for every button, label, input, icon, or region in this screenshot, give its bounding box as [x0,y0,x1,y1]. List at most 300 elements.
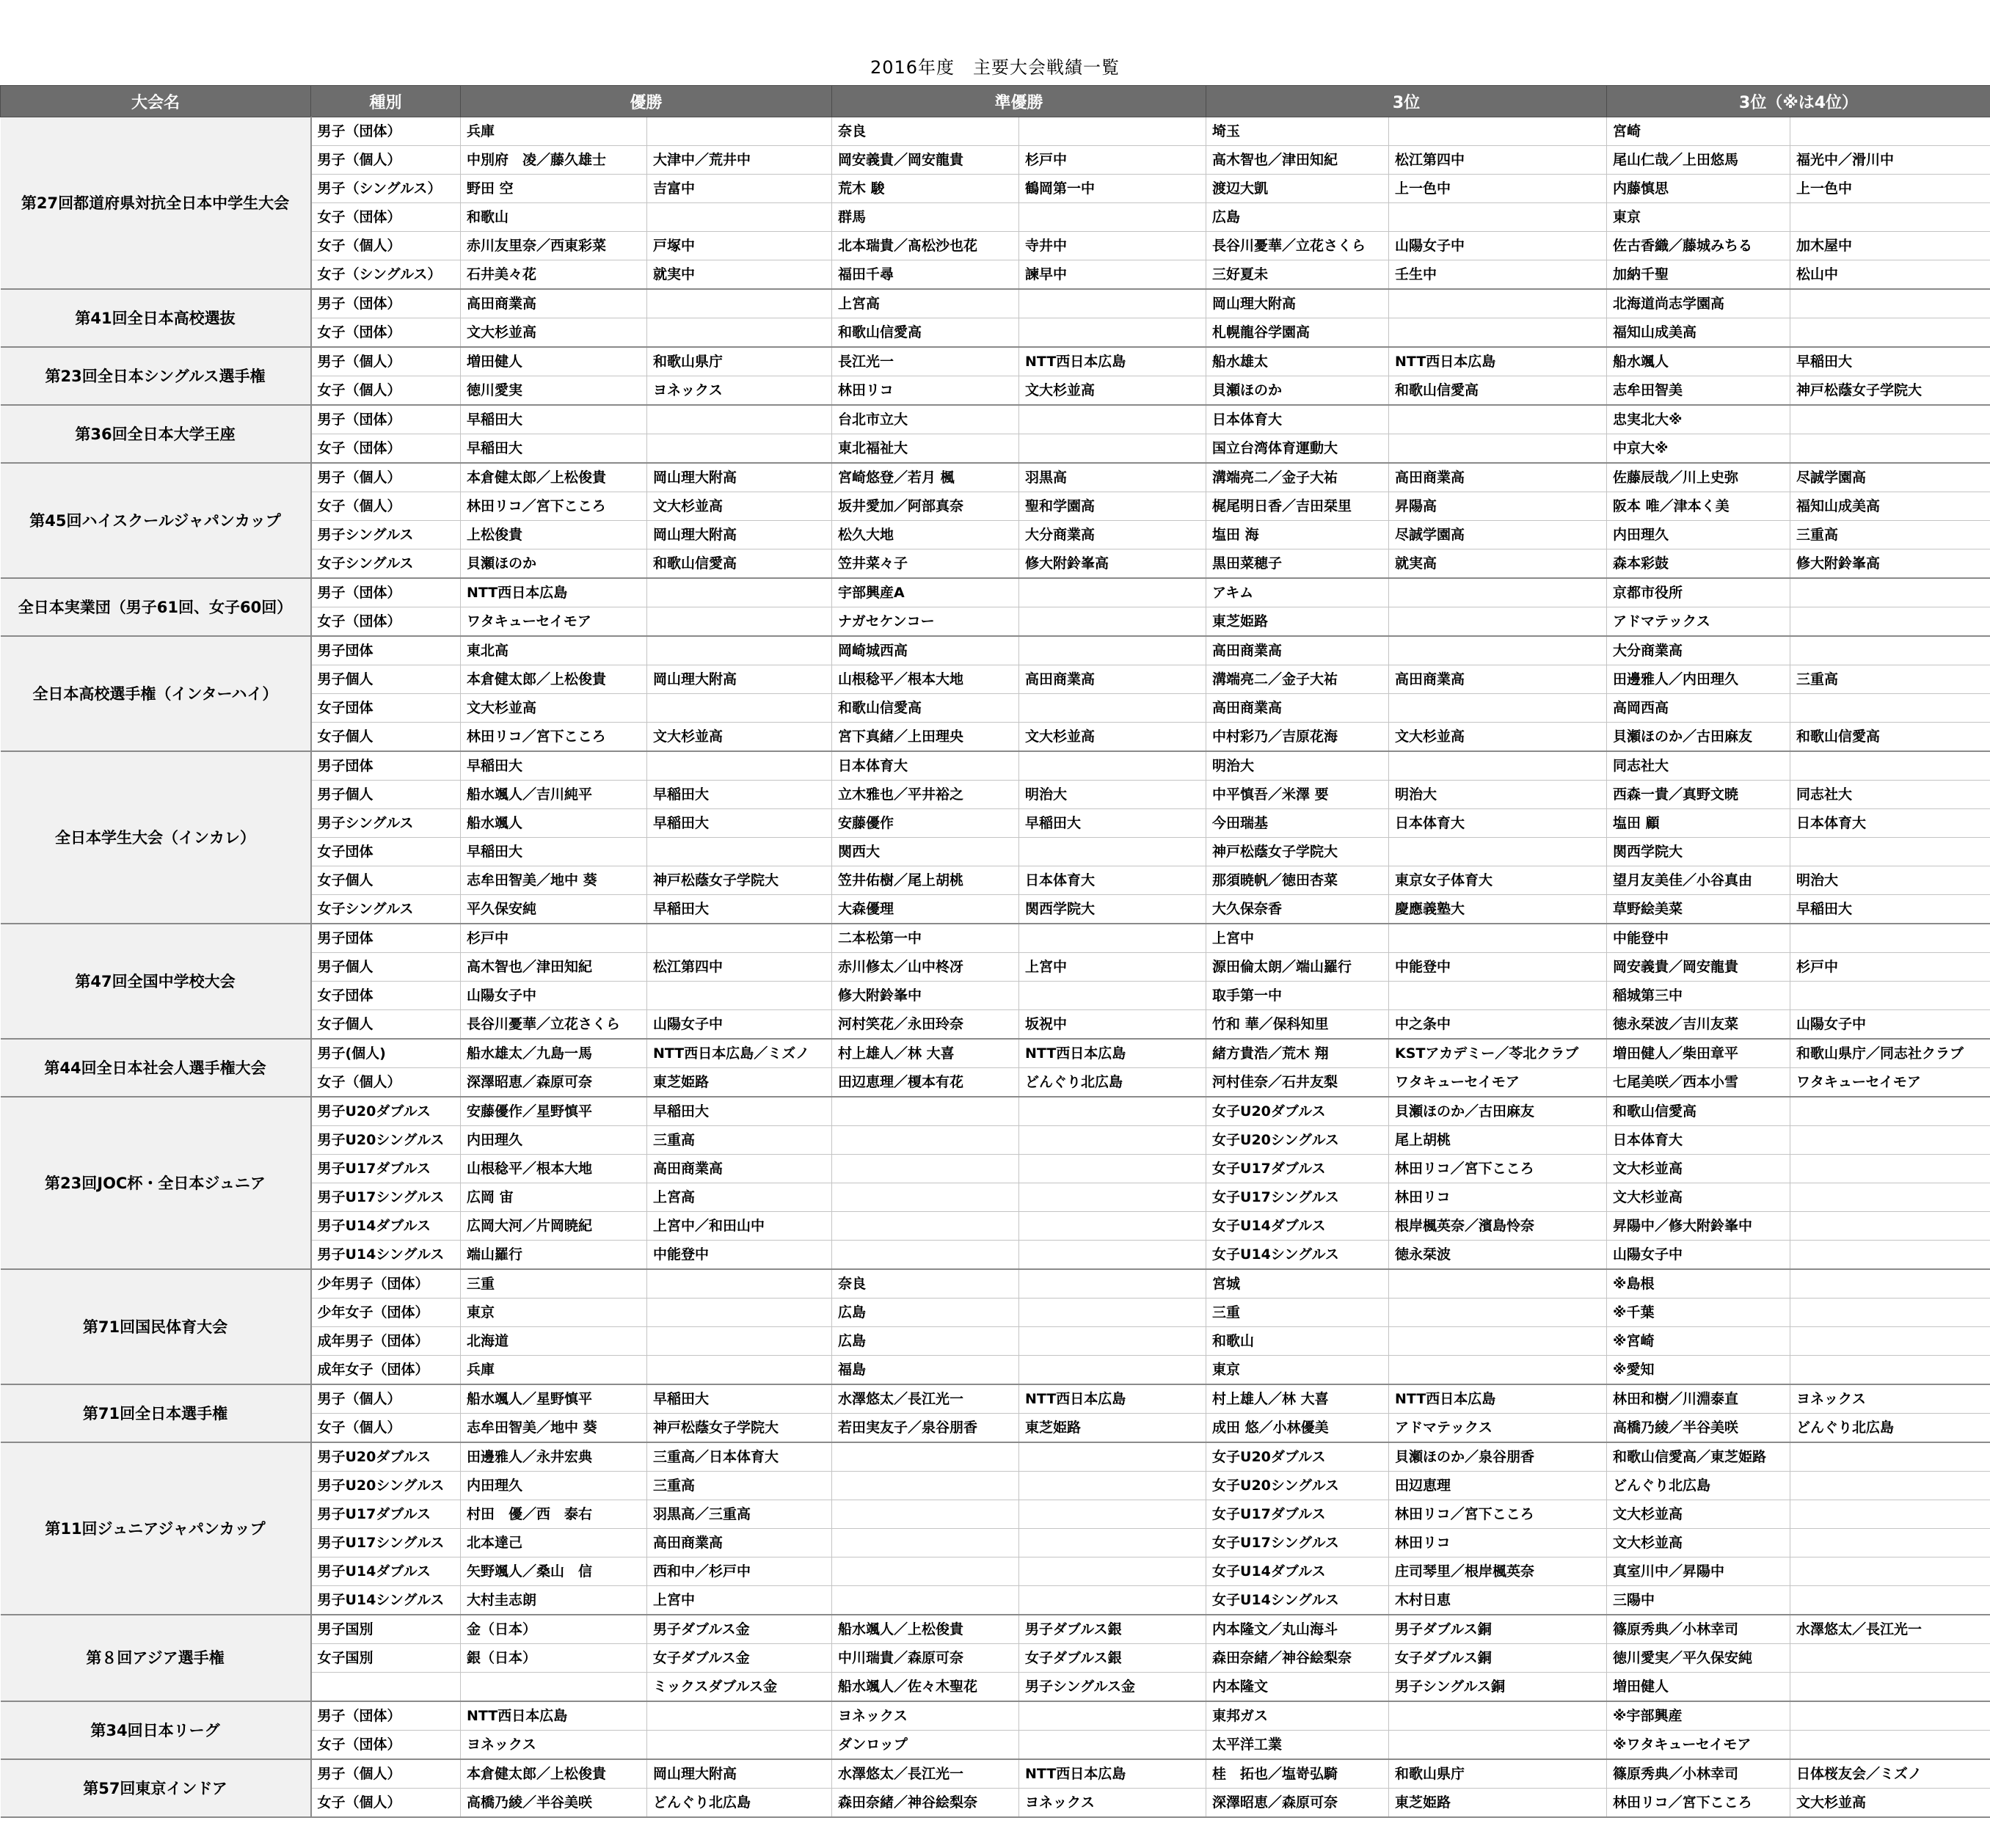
result-cell [1389,1356,1607,1385]
event-name: 全日本実業団（男子61回、女子60回） [1,578,311,636]
category-cell: 男子個人 [311,665,461,694]
result-cell: 船水颯人 [1607,347,1790,376]
result-cell [1019,1097,1206,1126]
result-cell [1019,1472,1206,1500]
result-cell: 岡山理大附高 [647,463,832,492]
result-cell: 宇部興産A [832,578,1019,607]
result-cell [832,1500,1019,1529]
result-cell [1389,405,1607,434]
category-cell: 女子団体 [311,982,461,1010]
result-cell: 女子U14シングルス [1206,1241,1389,1270]
result-cell: 木村日恵 [1389,1586,1607,1615]
result-cell: 内藤慎思 [1607,175,1790,203]
result-cell: 村上雄人／林 大喜 [1206,1384,1389,1414]
result-cell: 和歌山県庁／同志社クラブ [1790,1039,1990,1068]
result-cell: 岡山理大附高 [647,1759,832,1789]
result-cell: 船水雄太 [1206,347,1389,376]
result-cell: 七尾美咲／西本小雪 [1607,1068,1790,1098]
result-cell: 早稲田大 [1790,895,1990,924]
result-cell: ※ワタキューセイモア [1607,1731,1790,1760]
result-cell [1790,924,1990,953]
table-row [1,1759,1990,1789]
result-cell [1790,318,1990,348]
result-cell: アキム [1206,578,1389,607]
result-cell: 松江第四中 [1389,146,1607,175]
result-cell: 内田理久 [461,1126,647,1155]
result-cell: 林田リコ／宮下こころ [1607,1789,1790,1818]
category-cell: 女子（個人） [311,1789,461,1818]
result-cell [1790,1586,1990,1615]
result-cell: 中能登中 [1389,953,1607,982]
result-cell: 今田瑞基 [1206,809,1389,838]
table-row [1,924,1990,953]
result-cell: 広島 [832,1299,1019,1327]
result-cell [1389,838,1607,866]
result-cell: 日本体育大 [1019,866,1206,895]
result-cell: 壬生中 [1389,260,1607,290]
result-cell: 就実高 [1389,549,1607,579]
result-cell [1019,1500,1206,1529]
result-cell: ヨネックス [647,376,832,406]
result-cell: 同志社大 [1607,751,1790,781]
result-cell: 河村佳奈／石井友梨 [1206,1068,1389,1098]
result-cell: 和歌山信愛高 [1607,1097,1790,1126]
category-cell: 女子（団体） [311,318,461,348]
result-cell: 高橋乃綾／半谷美咲 [1607,1414,1790,1443]
result-cell: ヨネックス [832,1701,1019,1731]
result-cell [1019,117,1206,146]
result-cell: 広岡 宙 [461,1183,647,1212]
result-cell: 竹和 華／保科知里 [1206,1010,1389,1040]
result-cell: 山根稔平／根本大地 [832,665,1019,694]
result-cell: 二本松第一中 [832,924,1019,953]
result-cell: 東京 [461,1299,647,1327]
result-cell [1019,289,1206,318]
result-cell: 赤川友里奈／西東彩菜 [461,232,647,260]
result-cell: 根岸楓英奈／濱島怜奈 [1389,1212,1607,1241]
result-cell: 文大杉並高 [1607,1155,1790,1183]
category-cell: 男子U17ダブルス [311,1155,461,1183]
result-cell: 平久保安純 [461,895,647,924]
result-cell: 本倉健太郎／上松俊貴 [461,463,647,492]
result-cell: 中能登中 [1607,924,1790,953]
result-cell: 明治大 [1206,751,1389,781]
result-cell: ※島根 [1607,1269,1790,1299]
result-cell: 女子U14ダブルス [1206,1557,1389,1586]
result-cell [1790,1557,1990,1586]
result-cell [1790,1472,1990,1500]
result-cell [1389,1269,1607,1299]
result-cell: アドマテックス [1607,607,1790,637]
result-cell [647,1299,832,1327]
result-cell [832,1155,1019,1183]
category-cell: 男子国別 [311,1615,461,1644]
result-cell: 貝瀬ほのか／泉谷朋香 [1389,1442,1607,1472]
result-cell: 上宮高 [647,1183,832,1212]
result-cell: ダンロップ [832,1731,1019,1760]
category-cell: 男子シングルス [311,809,461,838]
result-cell: 高田商業高 [1389,463,1607,492]
result-cell: 早稲田大 [1790,347,1990,376]
result-cell: 森田奈緒／神谷絵梨奈 [1206,1644,1389,1673]
result-cell: 水澤悠太／長江光一 [832,1759,1019,1789]
result-cell: 和歌山県庁 [1389,1759,1607,1789]
result-cell: 神戸松蔭女子学院大 [647,866,832,895]
result-cell: 笠井佑樹／尾上胡桃 [832,866,1019,895]
result-cell: 早稲田大 [647,809,832,838]
result-cell: 加木屋中 [1790,232,1990,260]
result-cell: 宮崎 [1607,117,1790,146]
table-row [1,1039,1990,1068]
result-cell: 文大杉並高 [1607,1183,1790,1212]
category-cell: 男子U20シングルス [311,1126,461,1155]
result-cell [1389,203,1607,232]
event-name: 第41回全日本高校選抜 [1,289,311,347]
result-cell [1019,318,1206,348]
result-cell: 早稲田大 [647,1097,832,1126]
result-cell: 真室川中／昇陽中 [1607,1557,1790,1586]
result-cell [1389,318,1607,348]
result-cell: 高田商業高 [647,1155,832,1183]
result-cell: 坂井愛加／阿部真奈 [832,492,1019,521]
result-cell: 宮下真緒／上田理央 [832,723,1019,752]
result-cell [647,924,832,953]
result-cell: 男子ダブルス銀 [1019,1615,1206,1644]
result-cell: 男子シングルス銅 [1389,1673,1607,1702]
result-cell: 森田奈緒／神谷絵梨奈 [832,1789,1019,1818]
result-cell: 松江第四中 [647,953,832,982]
result-cell: 貝瀬ほのか／古田麻友 [1389,1097,1607,1126]
result-cell: 兵庫 [461,117,647,146]
result-cell: 林田リコ／宮下こころ [1389,1155,1607,1183]
event-name: 第36回全日本大学王座 [1,405,311,463]
result-cell: 東芝姫路 [1019,1414,1206,1443]
result-cell [832,1212,1019,1241]
category-cell: 男子（団体） [311,1701,461,1731]
result-cell: 東京女子体育大 [1389,866,1607,895]
result-cell: 中能登中 [647,1241,832,1270]
result-cell: 河村笑花／永田玲奈 [832,1010,1019,1040]
result-cell: 塩田 海 [1206,521,1389,549]
result-cell: どんぐり北広島 [1607,1472,1790,1500]
result-cell: 文大杉並高 [1607,1529,1790,1557]
result-cell: 日本体育大 [832,751,1019,781]
result-cell: 慶應義塾大 [1389,895,1607,924]
result-cell [1790,1269,1990,1299]
result-cell [647,289,832,318]
result-cell: 深澤昭恵／森原可奈 [461,1068,647,1098]
result-cell: 北本瑞貴／髙松沙也花 [832,232,1019,260]
result-cell: 中平慎吾／米澤 要 [1206,781,1389,809]
result-cell [1019,1586,1206,1615]
result-cell: 山陽女子中 [1790,1010,1990,1040]
result-cell: NTT西日本広島 [461,1701,647,1731]
result-cell: 増田健人 [461,347,647,376]
result-cell: 貝瀬ほのか／古田麻友 [1607,723,1790,752]
result-cell [1389,289,1607,318]
result-cell [647,1731,832,1760]
result-cell: 船水颯人／吉川純平 [461,781,647,809]
category-cell: 女子（個人） [311,1068,461,1098]
result-cell: 林田リコ [1389,1183,1607,1212]
event-name: 全日本高校選手権（インターハイ） [1,636,311,751]
result-cell [1019,1701,1206,1731]
result-cell: 梶尾明日香／吉田栞里 [1206,492,1389,521]
result-cell: 女子U20ダブルス [1206,1442,1389,1472]
result-cell: 吉富中 [647,175,832,203]
result-cell: 石井美々花 [461,260,647,290]
result-cell [1019,982,1206,1010]
result-cell [1389,1731,1607,1760]
result-cell: 林田リコ／宮下こころ [461,723,647,752]
result-cell [1019,636,1206,665]
result-cell: 女子U17ダブルス [1206,1155,1389,1183]
result-cell: 女子U20シングルス [1206,1126,1389,1155]
category-cell: 女子個人 [311,723,461,752]
result-cell: 西和中／杉戸中 [647,1557,832,1586]
result-cell: 大津中／荒井中 [647,146,832,175]
result-cell: ※愛知 [1607,1356,1790,1385]
result-cell: 和歌山信愛高 [1389,376,1607,406]
result-cell [1790,203,1990,232]
category-cell: 男子U20ダブルス [311,1097,461,1126]
category-cell: 少年男子（団体） [311,1269,461,1299]
result-cell: NTT西日本広島 [1389,347,1607,376]
result-cell: 船水雄太／九島一馬 [461,1039,647,1068]
result-cell: 文大杉並高 [1389,723,1607,752]
event-name: 第44回全日本社会人選手権大会 [1,1039,311,1097]
result-cell: NTT西日本広島 [1019,1384,1206,1414]
result-cell [647,203,832,232]
result-cell: 女子U17ダブルス [1206,1500,1389,1529]
result-cell: 森本彩鼓 [1607,549,1790,579]
result-cell [1019,1299,1206,1327]
result-cell: 文大杉並高 [1019,723,1206,752]
result-cell: 東京 [1206,1356,1389,1385]
table-row [1,1269,1990,1299]
result-cell: 男子シングルス金 [1019,1673,1206,1702]
result-cell: 福知山成美高 [1790,492,1990,521]
result-cell: 塩田 顧 [1607,809,1790,838]
result-cell: 文大杉並高 [647,723,832,752]
result-cell: 中京大※ [1607,434,1790,464]
result-cell [1790,1126,1990,1155]
result-cell: 上宮中／和田山中 [647,1212,832,1241]
result-cell: 成田 悠／小林優美 [1206,1414,1389,1443]
result-cell: 水澤悠太／長江光一 [832,1384,1019,1414]
result-cell: ヨネックス [1790,1384,1990,1414]
result-cell: 文大杉並高 [461,694,647,723]
result-cell [647,1701,832,1731]
result-cell: 奈良 [832,117,1019,146]
result-cell [647,751,832,781]
result-cell: 大森優理 [832,895,1019,924]
result-cell: 女子U17シングルス [1206,1529,1389,1557]
result-cell [1790,751,1990,781]
result-cell: 太平洋工業 [1206,1731,1389,1760]
category-cell: 男子U14シングルス [311,1586,461,1615]
result-cell [1019,1183,1206,1212]
result-cell: 赤川修太／山中柊冴 [832,953,1019,982]
result-cell: 上松俊貴 [461,521,647,549]
result-cell [832,1097,1019,1126]
header-row [1,86,1990,117]
result-cell: 女子U17シングルス [1206,1183,1389,1212]
result-cell [1019,607,1206,637]
result-cell [1389,117,1607,146]
result-cell: 鶴岡第一中 [1019,175,1206,203]
result-cell: 就実中 [647,260,832,290]
result-cell: 徳永栞波 [1389,1241,1607,1270]
result-cell: 貝瀬ほのか [461,549,647,579]
category-cell: 女子（団体） [311,607,461,637]
result-cell: 荒木 駿 [832,175,1019,203]
result-cell: 長谷川憂華／立花さくら [1206,232,1389,260]
result-cell [1019,1327,1206,1356]
result-cell [1019,694,1206,723]
result-cell: 福島 [832,1356,1019,1385]
result-cell: 日本体育大 [1206,405,1389,434]
category-cell: 男子（団体） [311,289,461,318]
result-cell: 稲城第三中 [1607,982,1790,1010]
result-cell [647,117,832,146]
result-cell: 船水颯人／佐々木聖花 [832,1673,1019,1702]
result-cell: 和歌山信愛高 [832,318,1019,348]
result-cell: 安藤優作／星野慎平 [461,1097,647,1126]
category-cell: 女子（団体） [311,1731,461,1760]
table-row [1,463,1990,492]
result-cell: 山根稔平／根本大地 [461,1155,647,1183]
result-cell [1790,1356,1990,1385]
event-name: 第８回アジア選手権 [1,1615,311,1701]
result-cell: 女子ダブルス銀 [1019,1644,1206,1673]
result-cell: 早稲田大 [647,1384,832,1414]
result-cell: ※宮崎 [1607,1327,1790,1356]
result-cell: 文大杉並高 [461,318,647,348]
result-cell: 三陽中 [1607,1586,1790,1615]
result-cell: 尾上胡桃 [1389,1126,1607,1155]
result-cell: 神戸松蔭女子学院大 [1790,376,1990,406]
result-cell [647,434,832,464]
event-name: 第23回JOC杯・全日本ジュニア [1,1097,311,1269]
result-cell: 昇陽中／修大附鈴峯中 [1607,1212,1790,1241]
result-cell: 明治大 [1389,781,1607,809]
result-cell: 三重高 [647,1126,832,1155]
result-cell: 女子U14シングルス [1206,1586,1389,1615]
result-cell [1019,838,1206,866]
result-cell: ※宇部興産 [1607,1701,1790,1731]
result-cell: 北本達己 [461,1529,647,1557]
result-cell [832,1183,1019,1212]
result-cell: 早稲田大 [461,405,647,434]
result-cell: 杉戸中 [1019,146,1206,175]
result-cell: 群馬 [832,203,1019,232]
result-cell: 田辺恵理 [1389,1472,1607,1500]
event-name: 第27回都道府県対抗全日本中学生大会 [1,117,311,290]
result-cell: ※千葉 [1607,1299,1790,1327]
result-cell: 早稲田大 [1019,809,1206,838]
header-third-fourth: 3位（※は4位） [1607,86,1990,117]
result-cell: 岡山理大附高 [647,521,832,549]
result-cell [1389,1327,1607,1356]
result-cell [1389,751,1607,781]
result-cell: 戸塚中 [647,232,832,260]
result-cell: ワタキューセイモア [461,607,647,637]
result-cell [1790,1299,1990,1327]
category-cell: 男子U14ダブルス [311,1557,461,1586]
result-cell: 立木雅也／平井裕之 [832,781,1019,809]
result-cell [1790,1183,1990,1212]
category-cell: 女子（個人） [311,232,461,260]
result-cell: 文大杉並高 [647,492,832,521]
result-cell [1019,1731,1206,1760]
result-cell: 杉戸中 [1790,953,1990,982]
result-cell: 福光中／滑川中 [1790,146,1990,175]
result-cell: 札幌龍谷学園高 [1206,318,1389,348]
result-cell: 桂 拓也／塩嵜弘騎 [1206,1759,1389,1789]
category-cell: 男子U17シングルス [311,1183,461,1212]
result-cell: 京都市役所 [1607,578,1790,607]
result-cell: 文大杉並高 [1019,376,1206,406]
header-event: 大会名 [1,86,311,117]
result-cell [1790,1097,1990,1126]
result-cell: 女子U20シングルス [1206,1472,1389,1500]
result-cell [832,1557,1019,1586]
result-cell: 深澤昭恵／森原可奈 [1206,1789,1389,1818]
result-cell: 東芝姫路 [1389,1789,1607,1818]
result-cell: 羽黒高 [1019,463,1206,492]
event-name: 第47回全国中学校大会 [1,924,311,1039]
result-cell: 村上雄人／林 大喜 [832,1039,1019,1068]
result-cell: 修大附鈴峯高 [1019,549,1206,579]
category-cell: 女子（個人） [311,1414,461,1443]
category-cell: 女子（個人） [311,376,461,406]
result-cell: 志牟田智美／地中 葵 [461,866,647,895]
result-cell: 西森一貴／真野文暁 [1607,781,1790,809]
result-cell: 広島 [1206,203,1389,232]
result-cell: 三重 [1206,1299,1389,1327]
result-cell: 日本体育大 [1389,809,1607,838]
result-cell [1790,1155,1990,1183]
result-cell [647,405,832,434]
result-cell: どんぐり北広島 [647,1789,832,1818]
result-cell: 東北高 [461,636,647,665]
result-cell: 早稲田大 [461,838,647,866]
category-cell: 男子U17ダブルス [311,1500,461,1529]
result-cell: ナガセケンコー [832,607,1019,637]
result-cell: 渡辺大凱 [1206,175,1389,203]
result-cell: 広島 [832,1327,1019,1356]
result-cell: NTT西日本広島 [1019,347,1206,376]
result-cell: 広岡大河／片岡暁紀 [461,1212,647,1241]
result-cell: NTT西日本広島 [1019,1759,1206,1789]
result-cell: 山陽女子中 [1389,232,1607,260]
category-cell: 女子個人 [311,1010,461,1040]
result-cell: どんぐり北広島 [1019,1068,1206,1098]
result-cell: 岡山理大附高 [1206,289,1389,318]
result-cell [647,1269,832,1299]
table-row [1,289,1990,318]
result-cell [1019,924,1206,953]
result-cell: 和歌山信愛高／東芝姫路 [1607,1442,1790,1472]
category-cell: 男子個人 [311,953,461,982]
result-cell: 福田千尋 [832,260,1019,290]
result-cell: 北海道 [461,1327,647,1356]
category-cell: 男子団体 [311,636,461,665]
result-cell: 林田リコ [832,376,1019,406]
result-cell: 本倉健太郎／上松俊貴 [461,1759,647,1789]
result-cell: 上宮高 [832,289,1019,318]
